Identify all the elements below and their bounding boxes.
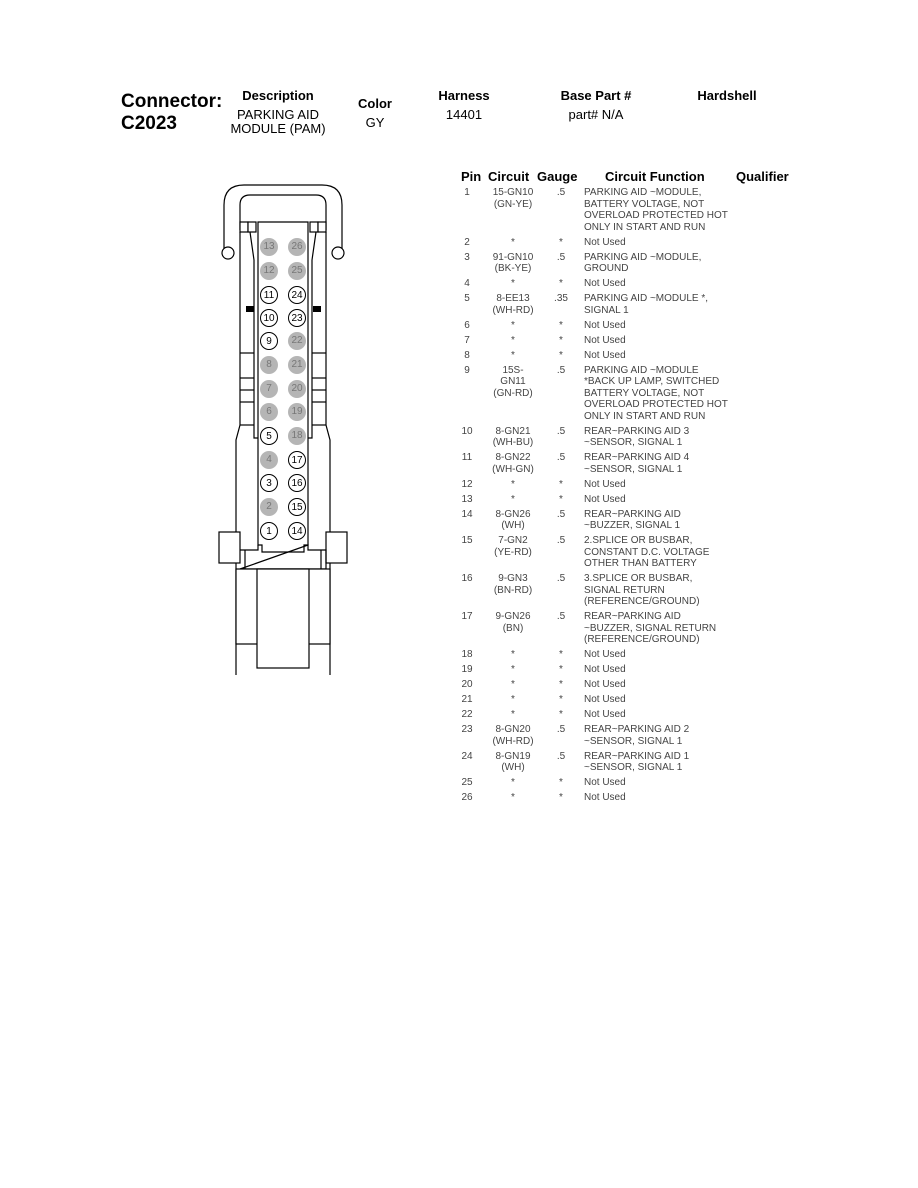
cell-circuit: * (511, 278, 515, 289)
table-row (455, 479, 795, 494)
cell-pin: 9 (464, 364, 470, 376)
cell-gauge: .5 (556, 251, 566, 263)
cell-circuit: * (511, 478, 515, 490)
pin-8: 8 (260, 356, 278, 374)
cell-circuit: * (511, 792, 515, 803)
cell-circuit: 8-GN21 (WH-BU) (492, 425, 534, 448)
table-row (455, 350, 795, 365)
cell-pin: 17 (461, 611, 473, 622)
cell-circuit: * (511, 319, 515, 331)
table-row (455, 293, 795, 320)
table-row (455, 252, 795, 279)
cell-circuit: * (511, 679, 515, 690)
cell-circuit-function: Not Used (584, 792, 626, 803)
pin-24: 24 (288, 286, 306, 304)
pin-11: 11 (260, 286, 278, 304)
cell-pin: 11 (461, 452, 473, 463)
cell-circuit: 7-GN2 (YE-RD) (494, 535, 532, 558)
table-row (455, 724, 795, 751)
cell-circuit: * (511, 349, 515, 361)
col-gauge: Gauge (537, 169, 578, 184)
cell-gauge: * (559, 493, 563, 505)
pin-3: 3 (260, 474, 278, 492)
cell-circuit-function: Not Used (584, 478, 626, 490)
pin-20: 20 (288, 380, 306, 398)
cell-pin: 3 (464, 251, 470, 263)
cell-pin: 19 (461, 664, 473, 675)
cell-circuit-function: REAR~PARKING AID ~BUZZER, SIGNAL RETURN (REFERENCE/GROUND) (584, 611, 717, 645)
cell-circuit: * (511, 709, 515, 720)
table-row (455, 573, 795, 611)
color-label: Color (358, 96, 392, 111)
col-qualifier: Qualifier (736, 169, 789, 184)
table-row (455, 187, 795, 237)
cell-pin: 5 (464, 293, 470, 304)
pin-21: 21 (288, 356, 306, 374)
table-row (455, 494, 795, 509)
cell-circuit-function: REAR~PARKING AID ~BUZZER, SIGNAL 1 (584, 508, 681, 531)
cell-gauge: .5 (556, 750, 566, 762)
cell-circuit-function: PARKING AID ~MODULE *BACK UP LAMP, SWITCHED BATTERY VOLTAGE, NOT OVERLOAD PROTECTED HOT ONLY IN START AND RUN (584, 364, 728, 422)
cell-pin: 2 (464, 236, 470, 248)
cell-gauge: .5 (556, 425, 566, 437)
cell-pin: 6 (464, 319, 470, 331)
table-row (455, 679, 795, 694)
cell-pin: 12 (461, 478, 473, 490)
cell-gauge: * (559, 236, 563, 248)
cell-circuit-function: PARKING AID ~MODULE, BATTERY VOLTAGE, NOT OVERLOAD PROTECTED HOT ONLY IN START AND RUN (584, 187, 728, 233)
cell-pin: 1 (464, 187, 470, 198)
col-circuit: Circuit (488, 169, 530, 184)
cell-circuit: * (511, 694, 515, 705)
cell-pin: 22 (461, 709, 473, 720)
cell-circuit-function: REAR~PARKING AID 1 ~SENSOR, SIGNAL 1 (584, 750, 690, 773)
cell-gauge: * (559, 319, 563, 331)
cell-circuit: 8-EE13 (WH-RD) (492, 293, 534, 316)
pin-19: 19 (288, 403, 306, 421)
cell-circuit: * (511, 777, 515, 788)
pin-12: 12 (260, 262, 278, 280)
table-row (455, 709, 795, 724)
cell-gauge: * (559, 694, 563, 705)
pin-22: 22 (288, 332, 306, 350)
pin-4: 4 (260, 451, 278, 469)
base-part-label: Base Part # (560, 88, 632, 103)
table-row (455, 278, 795, 293)
cell-gauge: * (559, 679, 563, 690)
table-row (455, 426, 795, 453)
table-row (455, 664, 795, 679)
cell-gauge: * (559, 649, 563, 660)
cell-circuit: * (511, 236, 515, 248)
cell-gauge: .5 (556, 364, 566, 376)
cell-circuit: * (511, 664, 515, 675)
cell-pin: 20 (461, 679, 473, 690)
cell-gauge: * (559, 777, 563, 788)
description-value-line2: MODULE (PAM) (230, 121, 326, 136)
cell-circuit-function: Not Used (584, 664, 626, 675)
pin-13: 13 (260, 238, 278, 256)
cell-gauge: * (559, 278, 563, 289)
cell-pin: 16 (461, 573, 473, 584)
cell-gauge: * (559, 709, 563, 720)
cell-pin: 10 (461, 425, 473, 437)
table-row (455, 649, 795, 664)
cell-circuit-function: Not Used (584, 278, 626, 289)
cell-pin: 4 (464, 278, 470, 289)
harness-value: 14401 (445, 107, 483, 122)
pin-17: 17 (288, 451, 306, 469)
cell-pin: 26 (461, 792, 473, 803)
cell-pin: 23 (461, 724, 473, 735)
cell-circuit-function: Not Used (584, 493, 626, 505)
pin-14: 14 (288, 522, 306, 540)
cell-circuit-function: Not Used (584, 649, 626, 660)
cell-circuit-function: PARKING AID ~MODULE, GROUND (584, 251, 702, 274)
cell-pin: 24 (461, 750, 473, 762)
pin-9: 9 (260, 332, 278, 350)
connector-label: Connector: (121, 91, 223, 112)
pin-2: 2 (260, 498, 278, 516)
table-row (455, 335, 795, 350)
cell-circuit: 8-GN26 (WH) (495, 508, 531, 531)
connector-id: C2023 (121, 113, 177, 134)
cell-gauge: .5 (556, 535, 566, 546)
cell-gauge: .5 (556, 452, 566, 463)
cell-circuit-function: Not Used (584, 319, 626, 331)
cell-circuit-function: REAR~PARKING AID 2 ~SENSOR, SIGNAL 1 (584, 724, 690, 747)
cell-gauge: .5 (556, 724, 566, 735)
description-value-line1: PARKING AID (236, 107, 320, 122)
table-row (455, 611, 795, 649)
cell-gauge: * (559, 349, 563, 361)
cell-gauge: .35 (554, 293, 568, 304)
pin-6: 6 (260, 403, 278, 421)
cell-gauge: .5 (556, 187, 566, 198)
color-value: GY (365, 115, 385, 130)
cell-gauge: * (559, 664, 563, 675)
cell-circuit: 9-GN26 (BN) (495, 611, 531, 634)
table-row (455, 535, 795, 573)
pin-25: 25 (288, 262, 306, 280)
table-row (455, 237, 795, 252)
cell-pin: 7 (464, 334, 470, 346)
cell-circuit-function: Not Used (584, 236, 626, 248)
cell-circuit: 9-GN3 (BN-RD) (493, 573, 533, 596)
cell-circuit: * (511, 493, 515, 505)
table-row (455, 792, 795, 807)
cell-gauge: .5 (556, 508, 566, 520)
table-row (455, 365, 795, 426)
table-row (455, 751, 795, 778)
cell-circuit-function: Not Used (584, 334, 626, 346)
cell-pin: 13 (461, 493, 473, 505)
cell-gauge: .5 (556, 573, 566, 584)
cell-circuit-function: REAR~PARKING AID 4 ~SENSOR, SIGNAL 1 (584, 452, 690, 475)
cell-pin: 15 (461, 535, 473, 546)
cell-pin: 25 (461, 777, 473, 788)
cell-circuit-function: PARKING AID ~MODULE *, SIGNAL 1 (584, 293, 709, 316)
cell-circuit: 91-GN10 (BK-YE) (492, 251, 534, 274)
cell-gauge: * (559, 792, 563, 803)
cell-circuit-function: 2.SPLICE OR BUSBAR, CONSTANT D.C. VOLTAGE OTHER THAN BATTERY (584, 535, 710, 569)
cell-circuit: * (511, 649, 515, 660)
cell-gauge: * (559, 478, 563, 490)
pin-15: 15 (288, 498, 306, 516)
pin-16: 16 (288, 474, 306, 492)
cell-circuit: * (511, 334, 515, 346)
table-row (455, 509, 795, 536)
cell-gauge: * (559, 334, 563, 346)
base-part-value: part# N/A (568, 107, 624, 122)
description-label: Description (242, 88, 314, 103)
pin-5: 5 (260, 427, 278, 445)
table-row (455, 320, 795, 335)
cell-circuit: 15-GN10 (GN-YE) (492, 187, 534, 210)
cell-circuit-function: Not Used (584, 777, 626, 788)
pin-7: 7 (260, 380, 278, 398)
cell-circuit-function: Not Used (584, 694, 626, 705)
harness-label: Harness (438, 88, 490, 103)
pin-23: 23 (288, 309, 306, 327)
pin-table-body (455, 187, 795, 807)
cell-circuit: 8-GN20 (WH-RD) (492, 724, 534, 747)
cell-pin: 14 (461, 508, 473, 520)
cell-circuit-function: Not Used (584, 709, 626, 720)
cell-gauge: .5 (556, 611, 566, 622)
table-row (455, 452, 795, 479)
table-row (455, 777, 795, 792)
cell-circuit: 8-GN19 (WH) (495, 750, 531, 773)
cell-circuit: 8-GN22 (WH-GN) (492, 452, 534, 475)
table-row (455, 694, 795, 709)
col-pin: Pin (461, 169, 482, 184)
cell-pin: 18 (461, 649, 473, 660)
cell-circuit-function: Not Used (584, 679, 626, 690)
cell-pin: 8 (464, 349, 470, 361)
cell-circuit-function: 3.SPLICE OR BUSBAR, SIGNAL RETURN (REFERENCE/GROUND) (584, 573, 700, 607)
pin-1: 1 (260, 522, 278, 540)
cell-circuit-function: REAR~PARKING AID 3 ~SENSOR, SIGNAL 1 (584, 425, 690, 448)
cell-circuit-function: Not Used (584, 349, 626, 361)
hardshell-label: Hardshell (697, 88, 757, 103)
cell-circuit: 15S- GN11 (GN-RD) (493, 364, 533, 399)
pin-18: 18 (288, 427, 306, 445)
cell-pin: 21 (461, 694, 473, 705)
pin-26: 26 (288, 238, 306, 256)
col-circuit-function: Circuit Function (605, 169, 705, 184)
pin-10: 10 (260, 309, 278, 327)
